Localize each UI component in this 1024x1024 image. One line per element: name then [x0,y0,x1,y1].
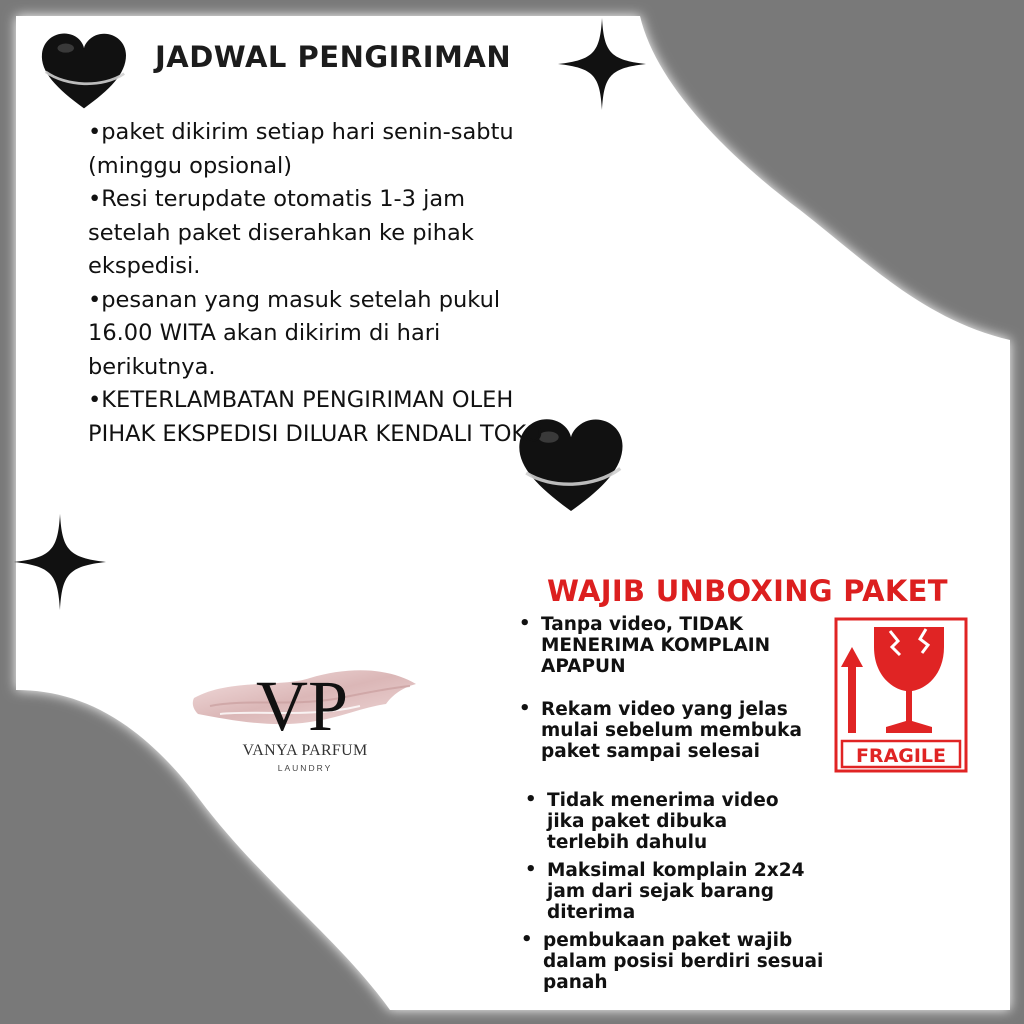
brand-subtitle: LAUNDRY [277,763,333,773]
brand-name: VANYA PARFUM [242,742,368,759]
sparkle-icon [558,18,646,110]
bullet-icon: • [519,613,531,634]
unboxing-rule-text: Rekam video yang jelas mulai sebelum membuka paket sampai selesai [541,699,802,762]
bullet-icon: • [525,789,537,810]
unboxing-rule [519,698,816,762]
fragile-sticker [834,617,968,773]
schedule-item: •pesanan yang masuk setelah pukul 16.00 WITA akan dikirim di hari berikutnya. [88,286,501,380]
unboxing-rule-text: Tanpa video, TIDAK MENERIMA KOMPLAIN APAPUN [541,614,771,677]
bullet-icon: • [519,698,531,719]
schedule-item: •paket dikirim setiap hari senin-sabtu (minggu opsional) [88,119,514,179]
sparkle-icon [14,512,106,612]
unboxing-title: WAJIB UNBOXING PAKET [547,574,948,608]
fragile-label: FRAGILE [855,745,947,767]
unboxing-rule-text: Maksimal komplain 2x24 jam dari sejak barang diterima [547,860,805,923]
schedule-item: •KETERLAMBATAN PENGIRIMAN OLEH PIHAK EKSPEDISI DILUAR KENDALI TOKO [88,387,543,447]
bullet-icon: • [521,929,533,950]
unboxing-rule [519,613,811,677]
unboxing-rule [525,789,807,853]
brand-monogram: VP [255,666,349,746]
schedule-list [88,116,588,451]
schedule-title: JADWAL PENGIRIMAN [155,40,512,74]
unboxing-rule-text: Tidak menerima video jika paket dibuka terlebih dahulu [547,790,779,853]
unboxing-rule [521,929,843,993]
unboxing-rule-text: pembukaan paket wajib dalam posisi berdiri sesuai panah [543,930,824,993]
heart-icon [38,28,130,112]
unboxing-rule [525,859,827,923]
bullet-icon: • [525,859,537,880]
schedule-item: •Resi terupdate otomatis 1-3 jam setelah paket diserahkan ke pihak ekspedisi. [88,186,474,279]
